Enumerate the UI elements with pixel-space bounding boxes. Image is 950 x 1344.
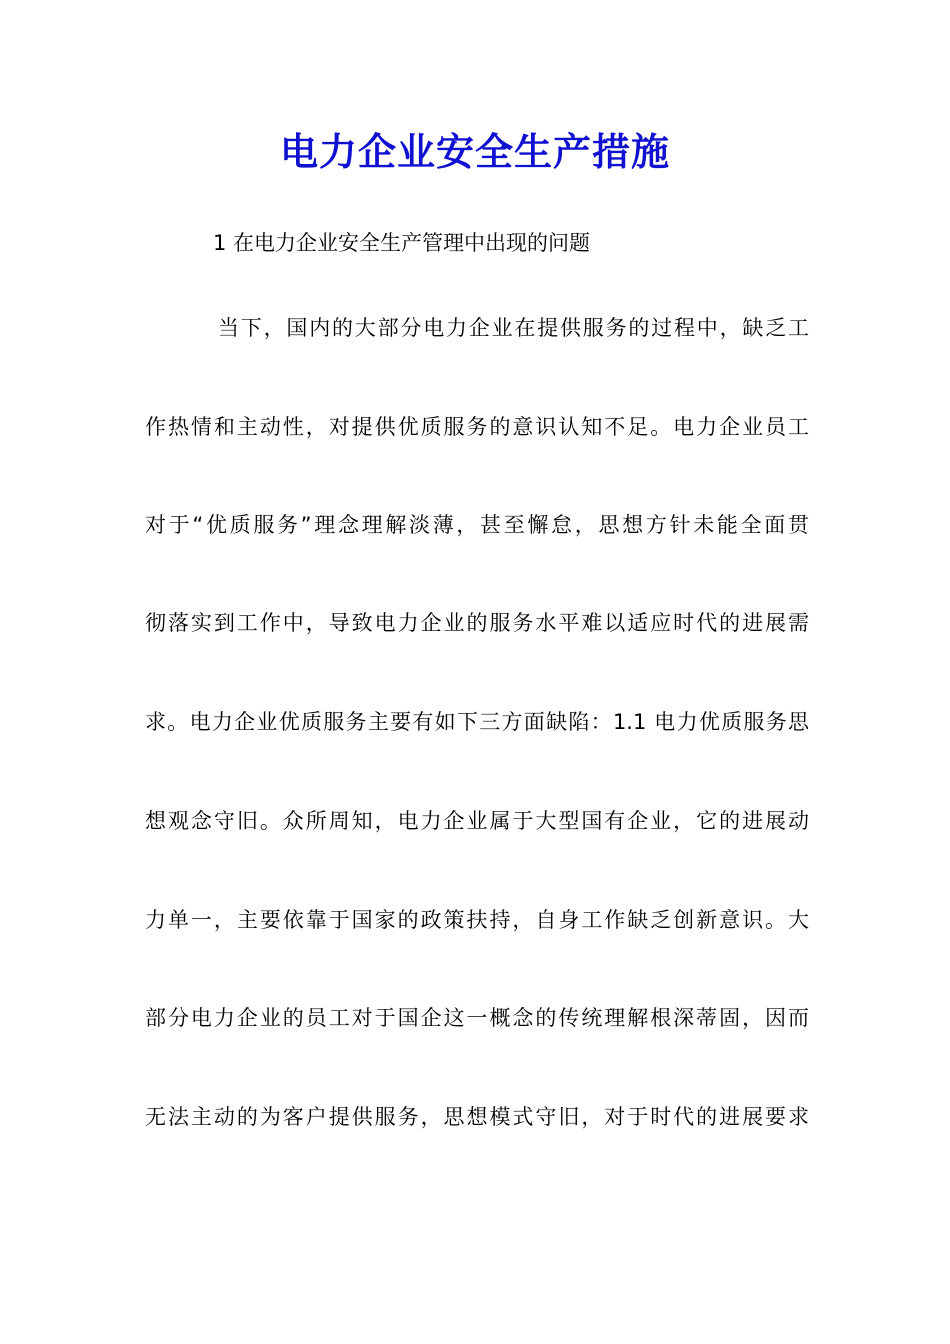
body-line: 求。电力企业优质服务主要有如下三方面缺陷：1.1 电力优质服务思: [145, 710, 809, 734]
body-line: 无法主动的为客户提供服务，思想模式守旧，对于时代的进展要求: [145, 1105, 809, 1129]
body-line: 作热情和主动性，对提供优质服务的意识认知不足。电力企业员工: [145, 415, 809, 439]
body-line: 当下，国内的大部分电力企业在提供服务的过程中，缺乏工: [218, 316, 809, 340]
document-title: 电力企业安全生产措施: [279, 129, 670, 174]
body-line: 部分电力企业的员工对于国企这一概念的传统理解根深蒂固，因而: [145, 1006, 809, 1030]
body-line: 想观念守旧。众所周知，电力企业属于大型国有企业，它的进展动: [145, 809, 809, 833]
body-line: 对于“优质服务”理念理解淡薄，甚至懈怠，思想方针未能全面贯: [145, 513, 809, 537]
section-heading: 1 在电力企业安全生产管理中出现的问题: [213, 231, 591, 255]
body-line: 彻落实到工作中，导致电力企业的服务水平难以适应时代的进展需: [145, 611, 809, 635]
body-line: 力单一，主要依靠于国家的政策扶持，自身工作缺乏创新意识。大: [145, 908, 809, 932]
